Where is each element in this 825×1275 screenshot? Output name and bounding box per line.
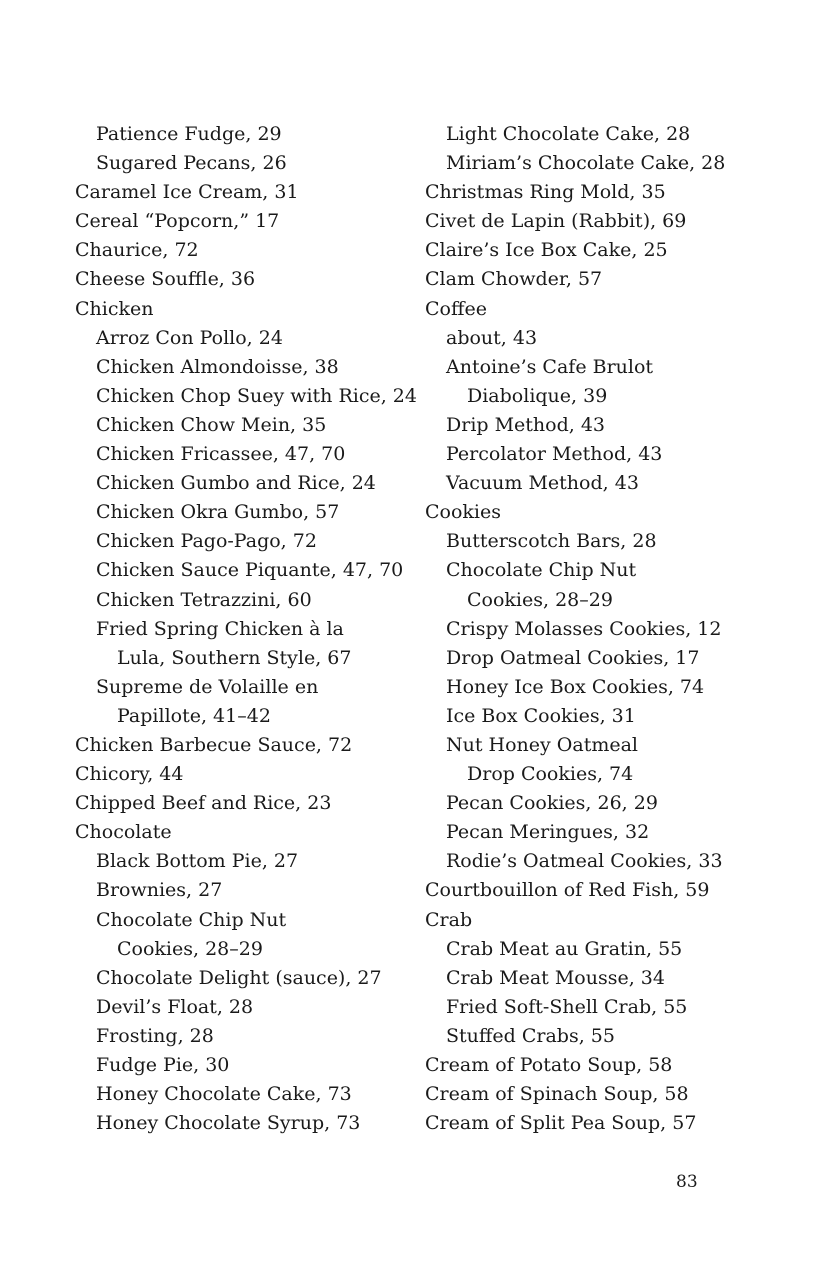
index-heading: Coffee [425, 297, 487, 320]
index-subentry: Black Bottom Pie, 27 [96, 850, 299, 873]
index-subentry: Chicken Pago-Pago, 72 [96, 530, 317, 553]
index-subentry: Chocolate Chip Nut [96, 908, 287, 931]
index-subentry: Rodie’s Oatmeal Cookies, 33 [446, 850, 723, 873]
index-subentry: Chicken Chop Suey with Rice, 24 [96, 384, 417, 407]
index-subentry: Supreme de Volaille en [96, 675, 319, 698]
index-subentry: Arroz Con Pollo, 24 [96, 326, 283, 349]
index-heading: Christmas Ring Mold, 35 [425, 181, 666, 204]
index-subentry: Nut Honey Oatmeal [446, 733, 639, 756]
index-subentry: Miriam’s Chocolate Cake, 28 [446, 152, 726, 175]
index-subentry: Fried Soft-Shell Crab, 55 [446, 995, 688, 1018]
index-heading: Cream of Spinach Soup, 58 [425, 1083, 689, 1106]
index-subentry: Honey Chocolate Cake, 73 [96, 1083, 352, 1106]
index-continuation: Lula, Southern Style, 67 [117, 646, 352, 669]
index-subentry: Frosting, 28 [96, 1024, 214, 1047]
index-heading: Cream of Split Pea Soup, 57 [425, 1112, 697, 1135]
index-subentry: about, 43 [446, 326, 538, 349]
index-continuation: Diabolique, 39 [467, 384, 608, 407]
index-heading: Chaurice, 72 [75, 239, 199, 262]
index-heading: Chicken [75, 297, 154, 320]
index-subentry: Chicken Okra Gumbo, 57 [96, 501, 340, 524]
page-number: 83 [676, 1172, 698, 1192]
index-column-left [75, 120, 415, 1138]
index-subentry: Chicken Fricassee, 47, 70 [96, 443, 346, 466]
index-heading: Courtbouillon of Red Fish, 59 [425, 879, 710, 902]
index-subentry: Antoine’s Cafe Brulot [446, 355, 654, 378]
index-subentry: Drop Oatmeal Cookies, 17 [446, 646, 700, 669]
index-heading: Chicory, 44 [75, 763, 184, 786]
index-subentry: Pecan Meringues, 32 [446, 821, 650, 844]
index-heading: Chipped Beef and Rice, 23 [75, 792, 332, 815]
index-subentry: Chicken Almondoisse, 38 [96, 355, 339, 378]
index-subentry: Fudge Pie, 30 [96, 1054, 230, 1076]
index-heading: Civet de Lapin (Rabbit), 69 [425, 210, 687, 233]
index-subentry: Chocolate Delight (sauce), 27 [96, 966, 382, 989]
index-heading: Cereal “Popcorn,” 17 [75, 210, 280, 233]
index-subentry: Chicken Tetrazzini, 60 [96, 588, 312, 611]
index-continuation: Drop Cookies, 74 [467, 763, 634, 786]
index-subentry: Patience Fudge, 29 [96, 123, 282, 145]
index-subentry: Sugared Pecans, 26 [96, 152, 287, 175]
index-continuation: Papillote, 41–42 [117, 704, 271, 727]
index-heading: Caramel Ice Cream, 31 [75, 181, 299, 204]
index-heading: Claire’s Ice Box Cake, 25 [425, 239, 668, 262]
index-subentry: Brownies, 27 [96, 879, 223, 902]
index-subentry: Stuffed Crabs, 55 [446, 1024, 615, 1047]
index-subentry: Honey Chocolate Syrup, 73 [96, 1112, 361, 1135]
index-subentry: Crab Meat au Gratin, 55 [446, 937, 683, 960]
index-subentry: Vacuum Method, 43 [446, 472, 639, 495]
index-subentry: Crab Meat Mousse, 34 [446, 966, 665, 989]
index-continuation: Cookies, 28–29 [117, 937, 263, 960]
index-subentry: Chicken Sauce Piquante, 47, 70 [96, 559, 404, 582]
index-heading: Cheese Souffle, 36 [75, 268, 256, 291]
index-heading: Crab [425, 908, 473, 931]
index-subentry: Pecan Cookies, 26, 29 [446, 792, 658, 815]
index-subentry: Light Chocolate Cake, 28 [446, 123, 691, 145]
index-subentry: Honey Ice Box Cookies, 74 [446, 675, 705, 698]
index-subentry: Drip Method, 43 [446, 413, 606, 436]
index-subentry: Ice Box Cookies, 31 [446, 704, 636, 727]
index-continuation: Cookies, 28–29 [467, 588, 613, 611]
index-heading: Chicken Barbecue Sauce, 72 [75, 733, 353, 756]
index-subentry: Crispy Molasses Cookies, 12 [446, 617, 722, 640]
index-heading: Clam Chowder, 57 [425, 268, 603, 291]
index-subentry: Percolator Method, 43 [446, 443, 663, 466]
index-subentry: Chicken Gumbo and Rice, 24 [96, 472, 376, 495]
index-subentry: Devil’s Float, 28 [96, 995, 254, 1018]
index-column-right [425, 120, 775, 1138]
index-subentry: Fried Spring Chicken à la [96, 617, 344, 640]
index-subentry: Butterscotch Bars, 28 [446, 530, 657, 553]
index-subentry: Chicken Chow Mein, 35 [96, 413, 327, 436]
index-subentry: Chocolate Chip Nut [446, 559, 637, 582]
index-heading: Chocolate [75, 821, 172, 844]
index-heading: Cookies [425, 501, 501, 524]
index-heading: Cream of Potato Soup, 58 [425, 1054, 673, 1076]
